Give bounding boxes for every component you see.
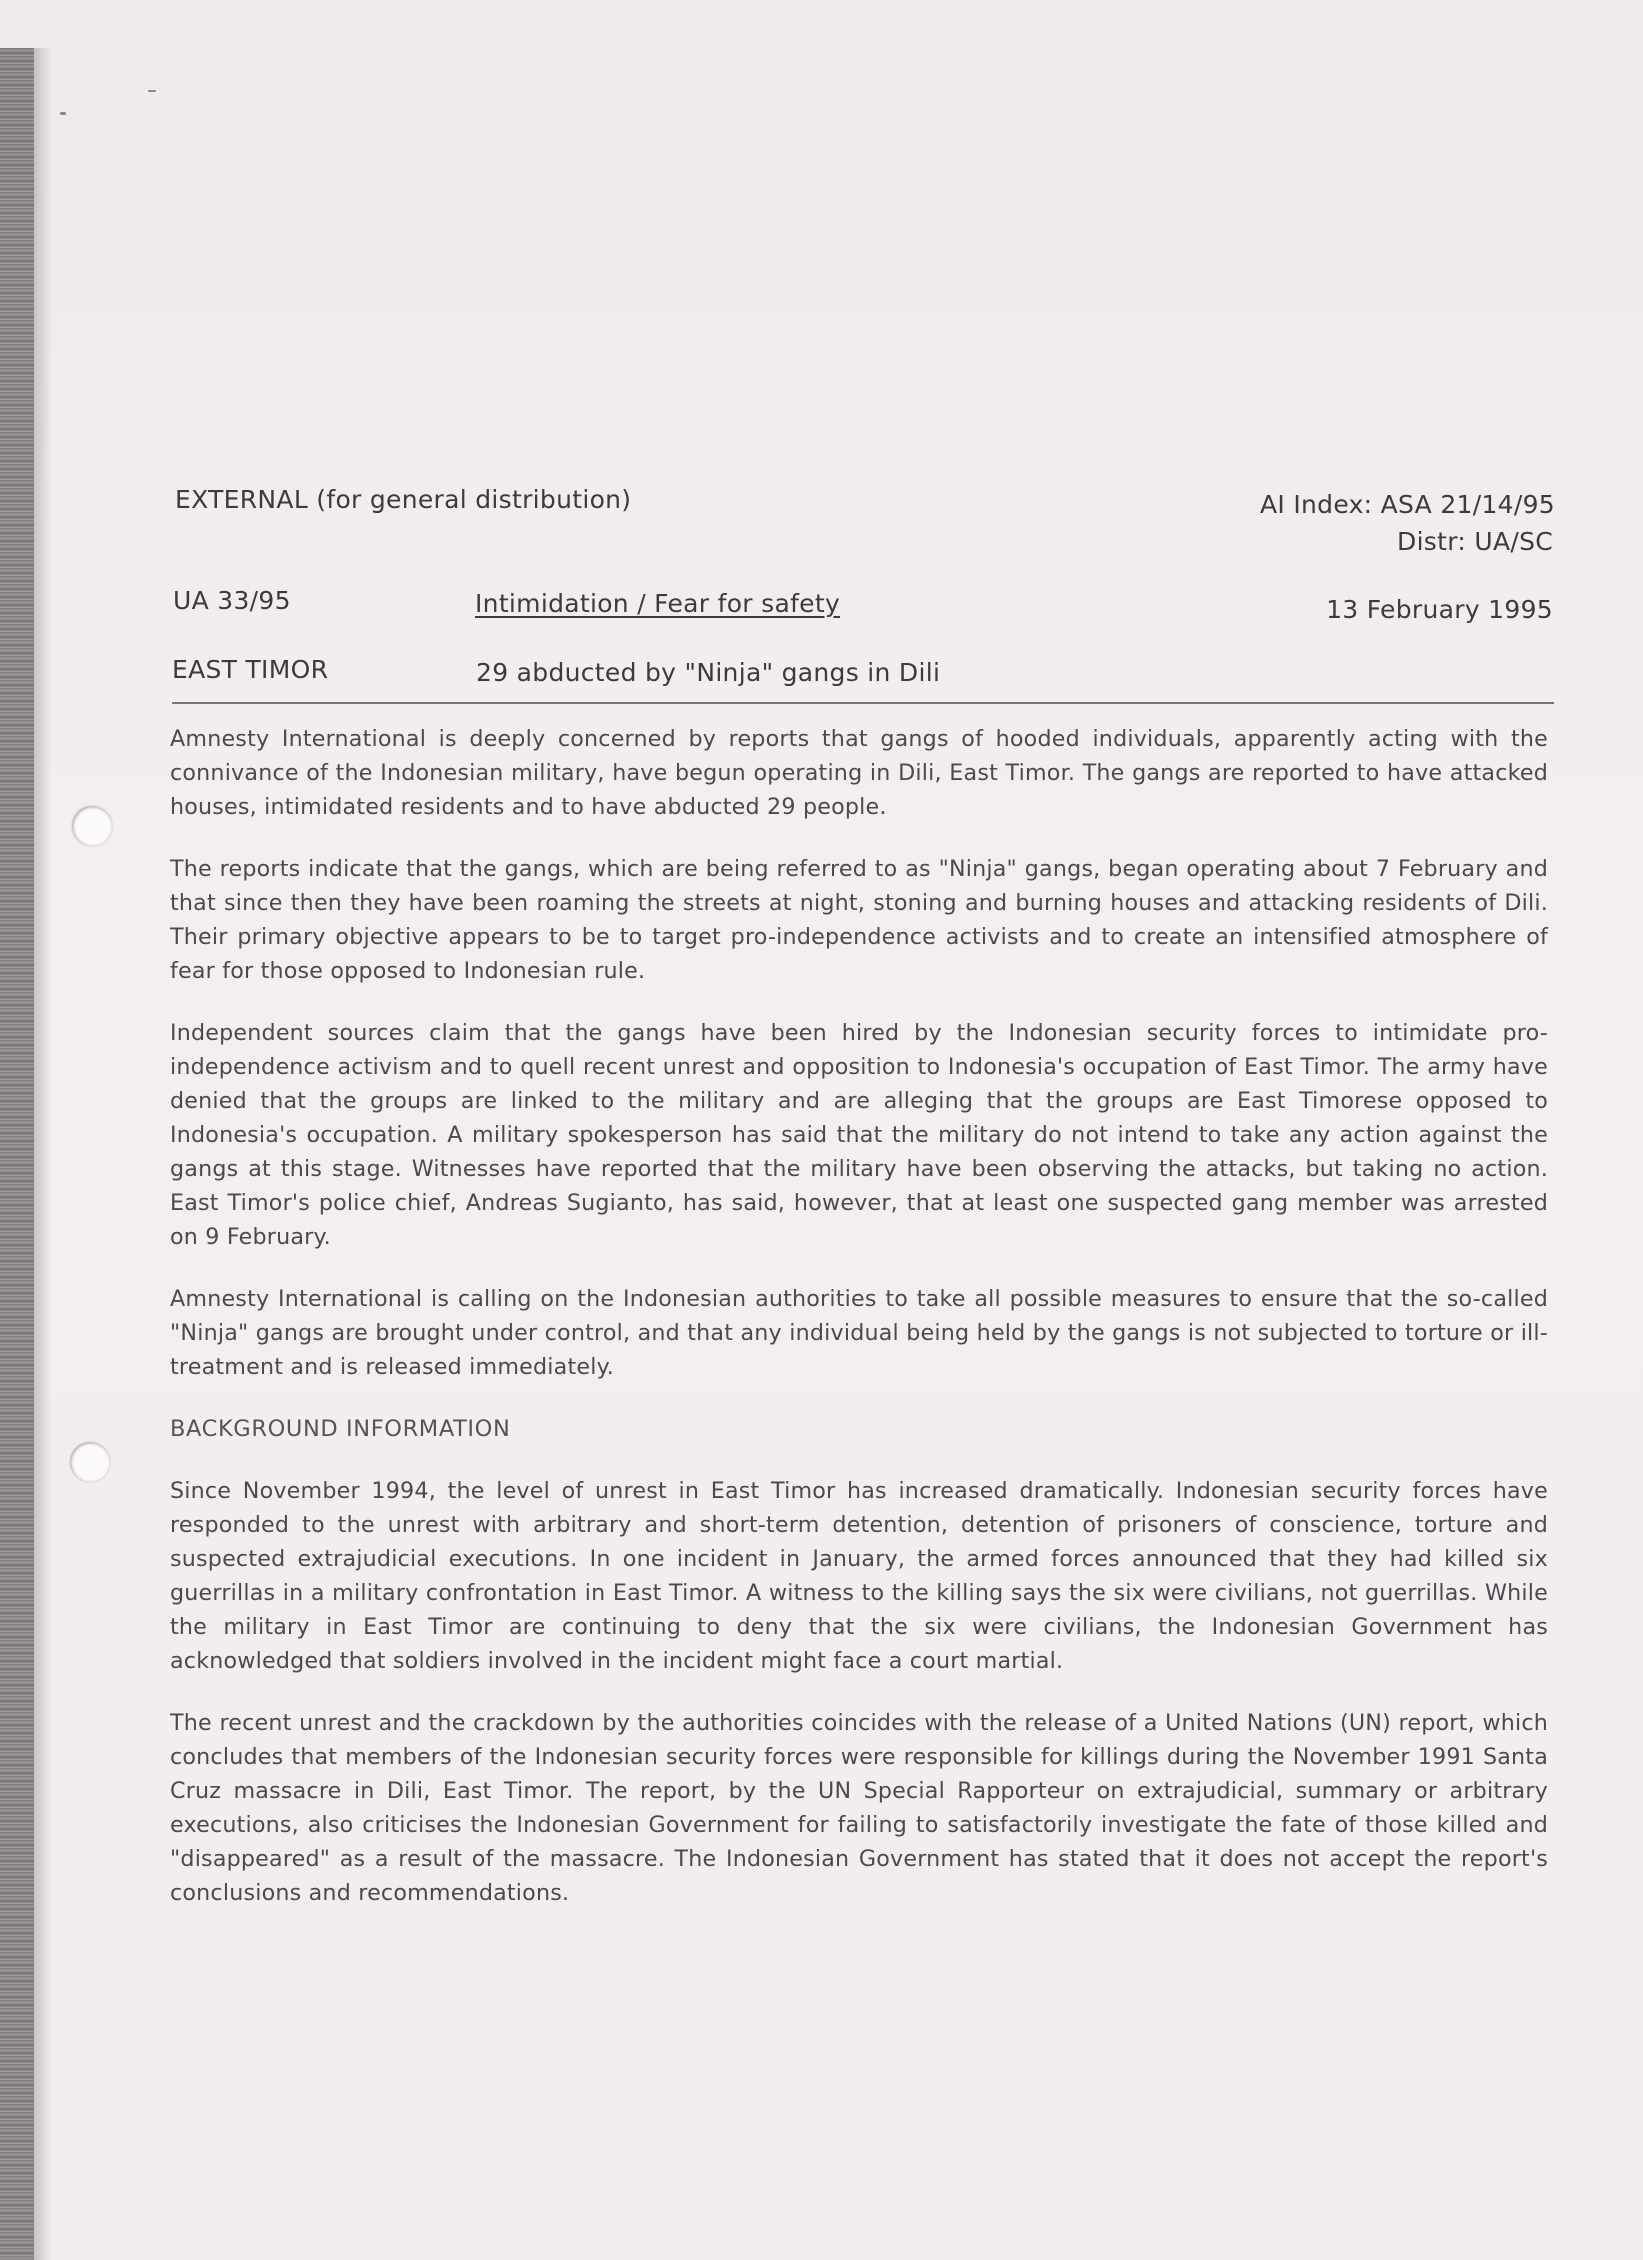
paragraph: Amnesty International is calling on the Indonesian authorities to take all possible measures to ensure that the so-called "Ninja" gangs are brought under control, and that any individual being held by the gangs is not subjected to torture or ill-treatment and is released immediately. [170, 1286, 1548, 1380]
distribution-code: Distr: UA/SC [1397, 527, 1553, 556]
concern-title: Intimidation / Fear for safety [475, 589, 841, 618]
paragraph: Independent sources claim that the gangs have been hired by the Indonesian security forces to intimidate pro-independence activism and to quell recent unrest and opposition to Indonesia's occupation of East Timor. The army have denied that the groups are linked to the military and are alleging that the groups are East Timorese opposed to Indonesia's occupation. A military spokesperson has said that the military do not intend to take any action against the gangs at this stage. Witnesses have reported that the military have been observing the attacks, but taking no action. East Timor's police chief, Andreas Sugianto, has said, however, that at least one suspected gang member was arrested on 9 February. [170, 1020, 1548, 1250]
scan-binding-edge [0, 48, 34, 2260]
issue-date: 13 February 1995 [1326, 595, 1553, 624]
paragraph: Since November 1994, the level of unrest in East Timor has increased dramatically. Indonesian security forces have responded to the unrest with arbitrary and short-term detention, detention of prisoners of conscience, torture and suspected extrajudicial executions. In one incident in January, the armed forces announced that they had killed six guerrillas in a military confrontation in East Timor. A witness to the killing says the six were civilians, not guerrillas. While the military in East Timor are continuing to deny that the six were civilians, the Indonesian Government has acknowledged that soldiers involved in the incident might face a court martial. [170, 1478, 1548, 1674]
header-rule [172, 702, 1554, 704]
paragraph: Amnesty International is deeply concerned by reports that gangs of hooded individuals, apparently acting with the connivance of the Indonesian military, have begun operating in Dili, East Timor. The gangs are reported to have attacked houses, intimidated residents and to have abducted 29 people. [170, 726, 1548, 820]
ai-index: AI Index: ASA 21/14/95 [1260, 490, 1555, 519]
punch-hole-bottom [70, 1442, 110, 1482]
headline: 29 abducted by "Ninja" gangs in Dili [476, 658, 941, 687]
document-body [170, 722, 1548, 1938]
scan-speck [148, 90, 156, 92]
paragraph: The recent unrest and the crackdown by the authorities coincides with the release of a United Nations (UN) report, which concludes that members of the Indonesian security forces were responsible for killings during the November 1991 Santa Cruz massacre in Dili, East Timor. The report, by the UN Special Rapporteur on extrajudicial, summary or arbitrary executions, also criticises the Indonesian Government for failing to satisfactorily investigate the fate of those killed and "disappeared" as a result of the massacre. The Indonesian Government has stated that it does not accept the report's conclusions and recommendations. [170, 1710, 1548, 1906]
background-heading: BACKGROUND INFORMATION [170, 1416, 511, 1442]
distribution-label: EXTERNAL (for general distribution) [175, 485, 632, 514]
punch-hole-top [72, 806, 112, 846]
paragraph: The reports indicate that the gangs, which are being referred to as "Ninja" gangs, began operating about 7 February and that since then they have been roaming the streets at night, stoning and burning houses and attacking residents of Dili. Their primary objective appears to be to target pro-independence activists and to create an intensified atmosphere of fear for those opposed to Indonesian rule. [170, 856, 1548, 984]
country-label: EAST TIMOR [172, 655, 329, 684]
scan-edge-shadow [34, 48, 52, 2260]
ua-number: UA 33/95 [173, 586, 291, 615]
scan-speck [60, 112, 66, 115]
